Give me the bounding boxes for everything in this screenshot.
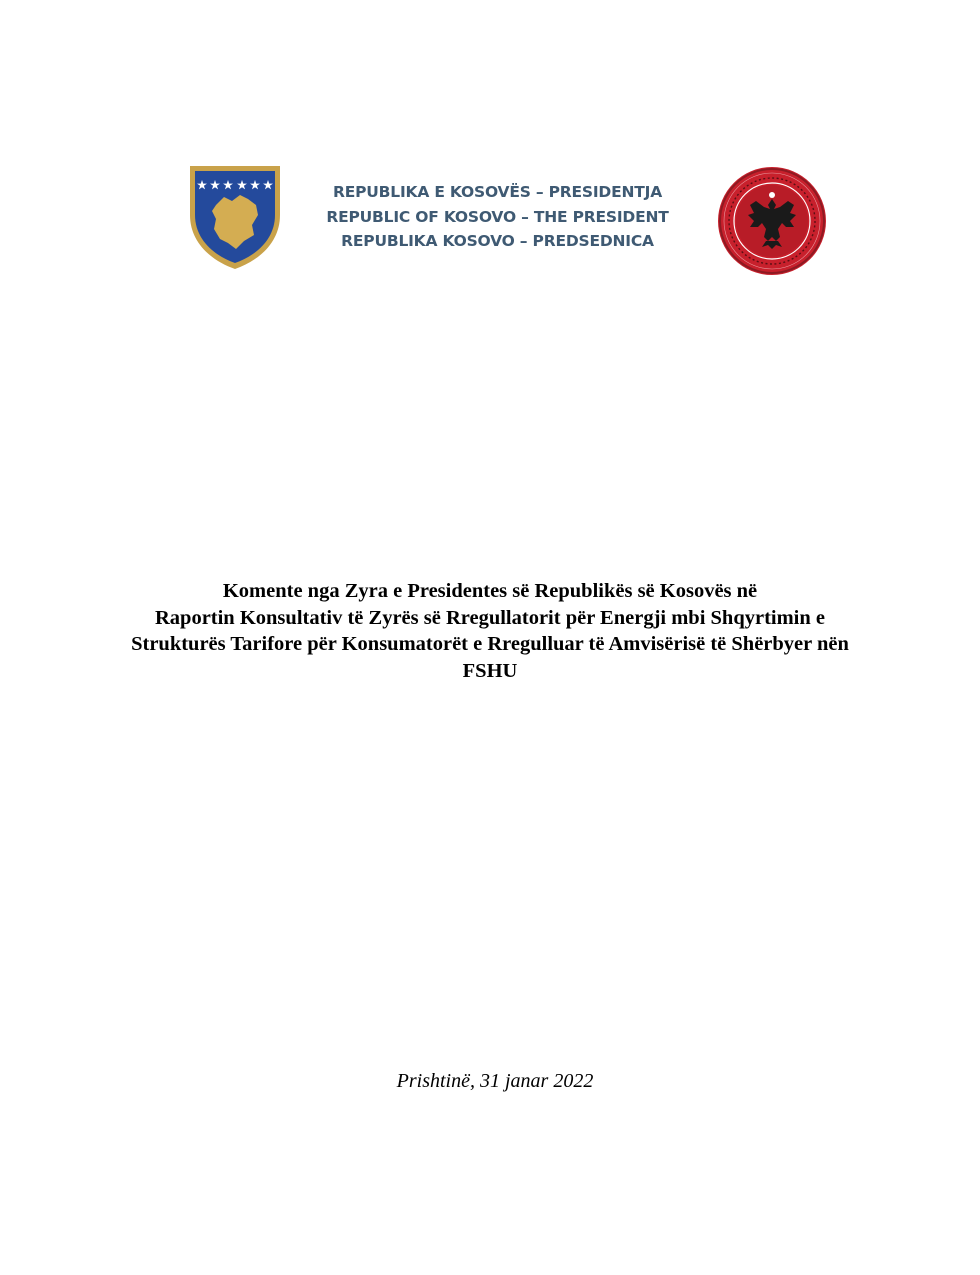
title-line: FSHU xyxy=(462,659,518,682)
document-title xyxy=(80,578,900,684)
kosovo-coat-of-arms-icon xyxy=(186,163,284,271)
place-and-date: Prishtinë, 31 janar 2022 xyxy=(396,1070,594,1092)
header-line-serbian: REPUBLIKA KOSOVO – PREDSEDNICA xyxy=(341,232,654,250)
title-line: Komente nga Zyra e Presidentes së Republikës së Kosovës në xyxy=(222,580,758,602)
header-line-english: REPUBLIC OF KOSOVO – THE PRESIDENT xyxy=(326,207,669,226)
title-line: Strukturës Tarifore për Konsumatorët e Rregulluar të Amvisërisë të Shërbyer nën xyxy=(131,633,849,655)
title-line: Raportin Konsultativ të Zyrës së Rregullatorit për Energji mbi Shqyrtimin e xyxy=(154,606,825,629)
header-line-albanian: REPUBLIKA E KOSOVËS – PRESIDENTJA xyxy=(333,183,662,201)
header-institution-names xyxy=(300,180,695,254)
presidency-seal-icon xyxy=(716,165,828,277)
